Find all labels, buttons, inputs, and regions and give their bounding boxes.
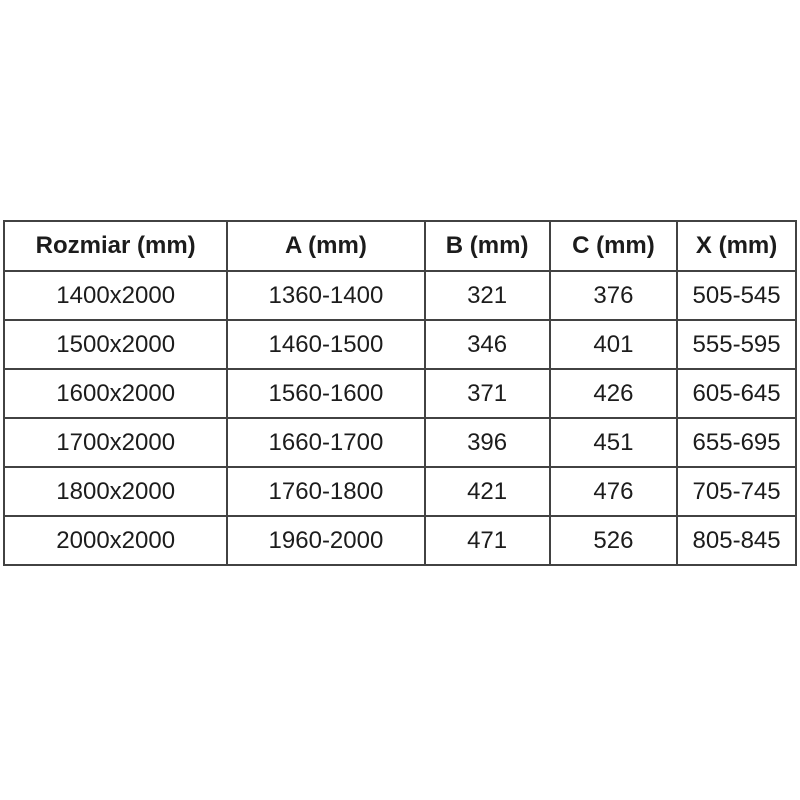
cell-rozmiar: 1600x2000: [4, 369, 227, 418]
cell-a: 1960-2000: [227, 516, 424, 565]
cell-a: 1660-1700: [227, 418, 424, 467]
cell-a: 1360-1400: [227, 271, 424, 320]
cell-x: 605-645: [677, 369, 796, 418]
cell-rozmiar: 2000x2000: [4, 516, 227, 565]
cell-b: 421: [425, 467, 550, 516]
header-cell-rozmiar: Rozmiar (mm): [4, 221, 227, 271]
cell-b: 346: [425, 320, 550, 369]
table-row: [4, 320, 796, 369]
table-row: [4, 516, 796, 565]
cell-x: 705-745: [677, 467, 796, 516]
cell-x: 555-595: [677, 320, 796, 369]
cell-c: 376: [550, 271, 678, 320]
cell-a: 1560-1600: [227, 369, 424, 418]
cell-b: 471: [425, 516, 550, 565]
size-spec-table: [3, 220, 797, 566]
cell-a: 1760-1800: [227, 467, 424, 516]
cell-b: 396: [425, 418, 550, 467]
table-row: [4, 271, 796, 320]
cell-x: 505-545: [677, 271, 796, 320]
header-cell-c: C (mm): [550, 221, 678, 271]
header-cell-a: A (mm): [227, 221, 424, 271]
header-cell-x: X (mm): [677, 221, 796, 271]
cell-b: 371: [425, 369, 550, 418]
size-spec-table-container: [3, 220, 797, 566]
cell-rozmiar: 1700x2000: [4, 418, 227, 467]
cell-c: 451: [550, 418, 678, 467]
header-row: [4, 221, 796, 271]
header-cell-b: B (mm): [425, 221, 550, 271]
cell-x: 655-695: [677, 418, 796, 467]
cell-c: 526: [550, 516, 678, 565]
cell-c: 476: [550, 467, 678, 516]
cell-rozmiar: 1800x2000: [4, 467, 227, 516]
table-row: [4, 369, 796, 418]
cell-b: 321: [425, 271, 550, 320]
cell-a: 1460-1500: [227, 320, 424, 369]
cell-rozmiar: 1400x2000: [4, 271, 227, 320]
table-row: [4, 467, 796, 516]
table-row: [4, 418, 796, 467]
cell-x: 805-845: [677, 516, 796, 565]
cell-rozmiar: 1500x2000: [4, 320, 227, 369]
cell-c: 401: [550, 320, 678, 369]
cell-c: 426: [550, 369, 678, 418]
